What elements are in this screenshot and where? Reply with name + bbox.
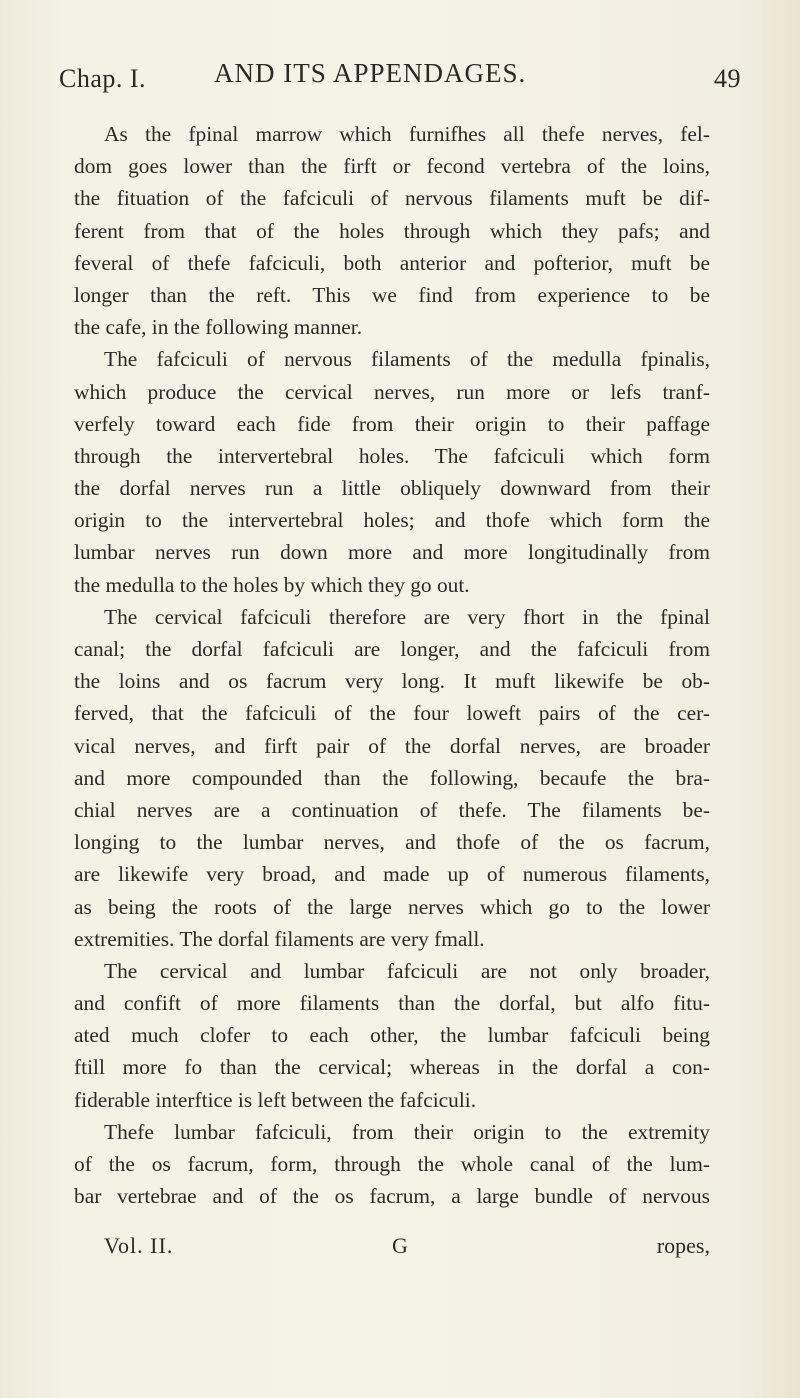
text-line: canal; the dorfal fafciculi are longer, and the fafciculi from xyxy=(74,637,710,661)
text-line: chial nerves are a continuation of thefe. The filaments be- xyxy=(74,797,710,822)
text-line: of the os facrum, form, through the whole canal of the lum- xyxy=(74,1152,710,1176)
text-line: ferved, that the fafciculi of the four loweft pairs of the cer- xyxy=(74,701,710,726)
text-line: The fafciculi of nervous filaments of the medulla fpinalis, xyxy=(104,347,710,372)
text-line: the loins and os facrum very long. It muft likewife be ob- xyxy=(74,669,710,694)
text-line: ferent from that of the holes through which they pafs; and xyxy=(74,218,710,243)
text-line: longing to the lumbar nerves, and thofe of the os facrum, xyxy=(74,830,710,855)
text-line: are likewife very broad, and made up of numerous filaments, xyxy=(74,862,710,887)
text-line: feveral of thefe fafciculi, both anterior and pofterior, muft be xyxy=(74,250,710,275)
text-line: The cervical fafciculi therefore are very fhort in the fpinal xyxy=(104,604,710,629)
text-line: lumbar nerves run down more and more longitudinally from xyxy=(74,540,710,565)
text-line: longer than the reft. This we find from experience to be xyxy=(74,282,710,307)
text-line: and more compounded than the following, becaufe the bra- xyxy=(74,765,710,790)
volume-label: Vol. II. xyxy=(104,1233,174,1258)
chapter-label: Chap. I. xyxy=(59,64,147,93)
text-line: fiderable interftice is left between the fafciculi. xyxy=(74,1087,477,1112)
text-line: bar vertebrae and of the os facrum, a large bundle of nervous xyxy=(74,1184,710,1209)
page-number: 49 xyxy=(714,64,741,93)
running-header xyxy=(59,58,741,98)
text-line: the dorfal nerves run a little obliquely downward from their xyxy=(74,476,710,501)
running-title: AND ITS APPENDAGES. xyxy=(214,58,527,88)
text-line: ated much clofer to each other, the lumbar fafciculi being xyxy=(74,1023,710,1048)
text-line: dom goes lower than the firft or fecond vertebra of the loins, xyxy=(74,154,710,179)
text-line: as being the roots of the large nerves which go to the lower xyxy=(74,894,710,919)
signature-mark: G xyxy=(392,1233,408,1258)
page-footer xyxy=(104,1233,710,1267)
text-line: The cervical and lumbar fafciculi are not only broader, xyxy=(104,958,710,983)
text-line: through the intervertebral holes. The fafciculi which form xyxy=(74,443,710,468)
text-line: As the fpinal marrow which furnifhes all thefe nerves, fel- xyxy=(104,122,710,146)
text-line: the medulla to the holes by which they go out. xyxy=(74,572,470,597)
text-line: Thefe lumbar fafciculi, from their origin to the extremity xyxy=(104,1119,710,1144)
body-text xyxy=(74,118,710,1212)
text-line: which produce the cervical nerves, run more or lefs tranf- xyxy=(74,379,710,404)
catchword: ropes, xyxy=(656,1233,710,1258)
text-line: the cafe, in the following manner. xyxy=(74,315,363,340)
text-line: the fituation of the fafciculi of nervous filaments muft be dif- xyxy=(74,186,710,211)
text-line: verfely toward each fide from their origin to their paffage xyxy=(74,411,710,436)
text-line: origin to the intervertebral holes; and thofe which form the xyxy=(74,508,710,533)
text-line: ftill more fo than the cervical; whereas in the dorfal a con- xyxy=(74,1055,710,1080)
text-line: vical nerves, and firft pair of the dorfal nerves, are broader xyxy=(74,733,710,758)
text-line: extremities. The dorfal filaments are very fmall. xyxy=(74,926,485,951)
text-line: and confift of more filaments than the dorfal, but alfo fitu- xyxy=(74,991,710,1016)
